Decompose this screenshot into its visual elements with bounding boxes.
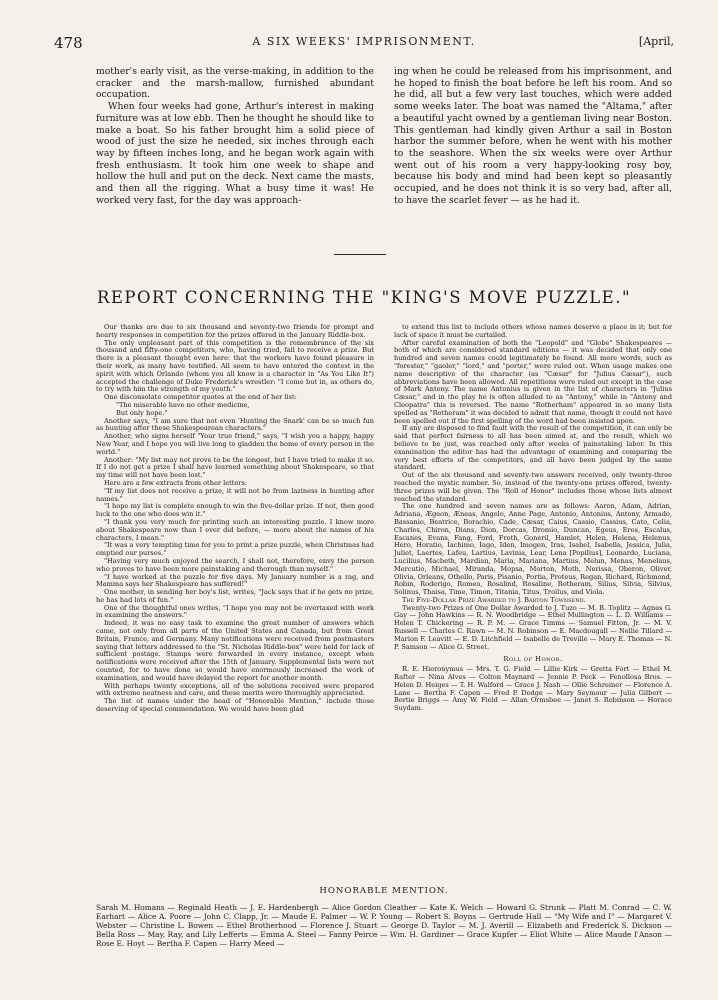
five-dollar-prize: The Five-Dollar Prize Awarded to J. Barton Townsend. bbox=[402, 595, 586, 604]
report-paragraph: One disconsolate competitor quotes at the end of her list: bbox=[104, 393, 297, 402]
report-paragraph: Indeed, it was no easy task to examine the great number of answers which came, not only from all parts of the United States and Canada, but from Great Britain, France, and Germany. Many notifications were received from postmasters saying that letters addressed to the "St. Nicholas Riddle-box" were held for lack of sufficient postage. Stamps were forwarded in every instance, except when notifications were received after the 15th of January. Supplemental lists were not counted, for to have done so would have enormously increased the work of examination, and would have delayed the report for another month. bbox=[96, 619, 374, 682]
story-right-column bbox=[394, 66, 672, 206]
story-paragraph: When four weeks had gone, Arthur's interest in making furniture was at low ebb. Then he thought he should like to make a boat. So his father brought him a solid piece of wood of just the size he needed, six inches through each way by fifteen inches long, and he began work again with fresh enthusiasm. It took him one week to shape and hollow the hull and put on the deck. Next came the masts, and then all the rigging. What a busy time it was! He worked very fast, for the day was approach- bbox=[96, 101, 374, 206]
report-paragraph: to extend this list to include others whose names deserve a place in it; but for lack of space it must be curtailed. bbox=[394, 323, 672, 339]
report-quote-line: "The miserable have no other medicine, bbox=[116, 400, 250, 409]
report-paragraph: Another says, "I am sure that not even 'Hunting the Snark' can be so much fun as hunting after these Shakespearean characters." bbox=[96, 416, 374, 433]
story-left-column bbox=[96, 66, 374, 206]
report-paragraph: "I thank you very much for printing such an interesting puzzle. I know more about Shakespeare now than I ever did before, — more about the names of his characters, I mean." bbox=[96, 517, 374, 542]
story-paragraph: ing when he could be released from his imprisonment, and he hoped to finish the boat before he left his room. And so he did, all but a few very last touches, which were added some weeks later. The boat was named the "Altama," after a beautiful yacht owned by a gentleman living near Boston. This gentleman had kindly given Arthur a sail in Boston harbor the summer before, when he went with his mother to the seashore. When the six weeks were over Arthur went out of his room a very happy-looking rosy boy, because his body and mind had been kept so pleasantly occupied, and he does not think it is so very bad, after all, to have the scarlet fever — as he had it. bbox=[394, 66, 672, 206]
roll-of-honor-heading: Roll of Honor. bbox=[503, 655, 563, 664]
character-names-list: The one hundred and seven names are as follows: Aaron, Adam, Adrian, Adriana, Ægeon, Æneas, Angelo, Anne Page, Antonio, Antonius, Antony, Armado, Bassanio, Beatrice, Borachio, Cade, Cæsar, Caius, Cassio, Cassius, Cato, Celia, Charles, Chiron, Dians, Dion, Dorcas, Dromio, Duncan, Egeus, Eros, Escalus, Escanes, Evans, Fang, Ford, Froth, Goneril, Hamlet, Helen, Helena, Helenus, Hero, Horatio, Iachimo, Iago, Iden, Imogen, Iras, Isabel, Isabella, Jessica, Julia, Juliet, Laertes, Lafeu, Lartius, Lavinia, Lear, Lena [Popilius], Leonardo, Luciana, Lucilius, Macbeth, Mardian, Maria, Mariana, Martius, Melun, Menas, Menelaus, Mercutio, Michael, Miranda, Mopsa, Morton, Moth, Nerissa, Oberon, Oliver, Olivia, Orleans, Othello, Paris, Pisanio, Portia, Proteus, Regan, Richard, Richmond, Robin, Roderigo, Romeo, Rosalind, Rosaline, Rotheram, Silius, Silvia, Silvius, Solinus, Thaisa, Time, Timon, Titania, Titus, Troilus, and Viola. bbox=[394, 502, 672, 597]
report-paragraph: One mother, in sending her boy's list, writes, "Jack says that if he gets no prize, he has had lots of fun." bbox=[96, 588, 374, 604]
page-number: 478 bbox=[54, 34, 83, 52]
report-paragraph: One of the thoughtful ones writes, "I hope you may not be overtaxed with work in examining the answers." bbox=[96, 603, 374, 620]
report-paragraph: If any are disposed to find fault with the result of the competition, it can only be said that perfect fairness to all has been aimed at, and the result, which we believe to be just, was reached only after weeks of painstaking labor. In this examination the editor has had the advantage of examining and comparing the very best efforts of the competitors, and all have been judged by the same standard. bbox=[394, 424, 672, 472]
running-title: A SIX WEEKS' IMPRISONMENT. bbox=[252, 35, 476, 48]
report-paragraph: Out of the six thousand and seventy-two answers received, only twenty-three reached the mystic number. So, instead of the twenty-one prizes offered, twenty-three prizes will be given. The "Roll of Honor" includes those whose lists almost reached the standard. bbox=[394, 471, 672, 503]
honorable-mention-list: Sarah M. Homans — Reginald Heath — J. E. Hardenbergh — Alice Gordon Cleather — Kate K. Welch — Howard G. Strunk — Platt M. Conrad — C. W. Earhart — Alice A. Poore — John C. Clapp, Jr. — Maude E. Palmer — W. P. Young — Robert S. Boyns — Gertrude Hall — "My Wife and I" — Margaret V. Webster — Christine L. Bowen — Ethel Brotherhood — Florence J. Stuart — George D. Taylor — M. J. Averill — Elizabeth and Frederick S. Dickson — Bella Ross — May, Ray, and Lily Lefferts — Emma A. Steel — Fanny Peirce — Wm. H. Gardiner — Grace Kupfer — Eliot White — Alice Maude I'Anson — Rose E. Hoyt — Bertha F. Capen — Harry Meed — bbox=[96, 903, 672, 948]
report-title: REPORT CONCERNING THE "KING'S MOVE PUZZLE." bbox=[96, 288, 632, 307]
report-paragraph: "I hope my list is complete enough to win the five-dollar prize. If not, then good luck to the one who does win it." bbox=[96, 502, 374, 519]
report-paragraph: The list of names under the head of "Honorable Mention," include those deserving of special commendation. We would have been glad bbox=[96, 697, 374, 714]
one-dollar-prizes: Twenty-two Prizes of One Dollar Awarded to J. Tuzo — M. B. Toplitz — Agnes G. Gay — John Hawkins — R. N. Woodbridge — Ethel Mullington — L. D. Williams — Helen T. Chickering — R. P. M. — Grace Timms — Samuel Fitton, Jr. — M. V. Russell — Charles C. Rawn — M. N. Robinson — E. Macdougall — Nellie Tillard — Marion F. Leavitt — E. D. Litchfield — Isabelle de Treville — Mary E. Thomas — N. P. Samson — Alice G. Street. bbox=[394, 603, 672, 651]
report-paragraph: Our thanks are due to six thousand and seventy-two friends for prompt and hearty responses in competition for the prizes offered in the January Riddle-box. bbox=[96, 323, 374, 339]
roll-of-honor-list: R. E. Hieronymus — Mrs. T. G. Field — Lillie Kirk — Gretta Fort — Ethel M. Rafter — Nina Alves — Colton Maynard — Jennie P. Peck — Fenollosa Bros. — Helen D. Heiges — T. H. Walford — Grace J. Nash — Ollie Schreiner — Florence A. Lane — Bertha F. Capen — Fred P. Dodge — Mary Seymour — Julia Gilbert — Bertie Briggs — Amy W. Field — Allan Ormsbee — Janet S. Robinson — Horace Suydam. bbox=[394, 665, 672, 713]
story-paragraph: mother's early visit, as the verse-making, in addition to the cracker and the marsh-mallow, furnished abundant occupation. bbox=[96, 66, 374, 101]
report-paragraph: "If my list does not receive a prize, it will not be from laziness in hunting after names." bbox=[96, 486, 374, 503]
report-quote-line: But only hope." bbox=[116, 408, 168, 417]
report-paragraph: After careful examination of both the "Leopold" and "Globe" Shakespeares — both of which are considered standard editions — it was decided that only one hundred and seven names could legitimately be found. All mere words, such as "forester," "gaoler," "lord," and "porter," were ruled out. When usage makes one name descriptive of the character (as "Cæsar" for "Julius Cæsar"), such abbreviations have been allowed. All repetitions were ruled out except in the case of Mark Antony. The name Antonius is given in the list of characters in "Julius Cæsar," and in the play he is often alluded to as "Antony," while in "Antony and Cleopatra" this is reversed. The name "Rotherham" appeared in so many lists spelled as "Rotheram" it was decided to admit that name, though it could not have been spelled out if the first spelling of the word had been insisted upon. bbox=[394, 338, 672, 425]
section-divider bbox=[334, 254, 386, 255]
running-header bbox=[54, 34, 674, 54]
honorable-mention-title: HONORABLE MENTION. bbox=[319, 886, 449, 896]
report-paragraph: Another, who signs herself "Your true friend," says, "I wish you a happy, happy New Year, and I hope you will live long to gladden the home of every person in the world." bbox=[96, 432, 374, 456]
report-paragraph: With perhaps twenty exceptions, all of the solutions received were prepared with extreme neatness and care, and these merits were thoroughly appreciated. bbox=[96, 681, 374, 698]
running-month: [April, bbox=[638, 35, 674, 48]
report-right-column bbox=[394, 324, 672, 713]
report-paragraph: Here are a few extracts from other letters: bbox=[104, 478, 248, 487]
report-paragraph: Another: "My list may not prove to be the longest, but I have tried to make it so. If I do not get a prize I shall have learned something about Shakespeare, so that my time will not have been lost." bbox=[96, 455, 374, 480]
report-paragraph: "It was a very tempting time for you to print a prize puzzle, when Christmas had emptied our purses." bbox=[96, 541, 374, 558]
report-paragraph: "I have worked at the puzzle for five days. My January number is a rag, and Mamma says her Shakespeare has suffered!" bbox=[96, 572, 374, 589]
report-left-column bbox=[96, 324, 374, 714]
report-paragraph: The only unpleasant part of this competition is the remembrance of the six thousand and fifty-one competitors, who, having tried, fail to receive a prize. But there is a pleasant thought even here: that the workers have found pleasure in their work, as many have testified. All seem to have entered the contest in the spirit with which Orlando (whom you all know is a character in "As You Like It") accepted the challenge of Duke Frederick's wrestler: "I come but in, as others do, to try with him the strength of my youth." bbox=[96, 338, 374, 394]
report-paragraph: "Having very much enjoyed the search, I shall not, therefore, envy the person who proves to have been more painstaking and thorough than myself." bbox=[96, 556, 374, 573]
